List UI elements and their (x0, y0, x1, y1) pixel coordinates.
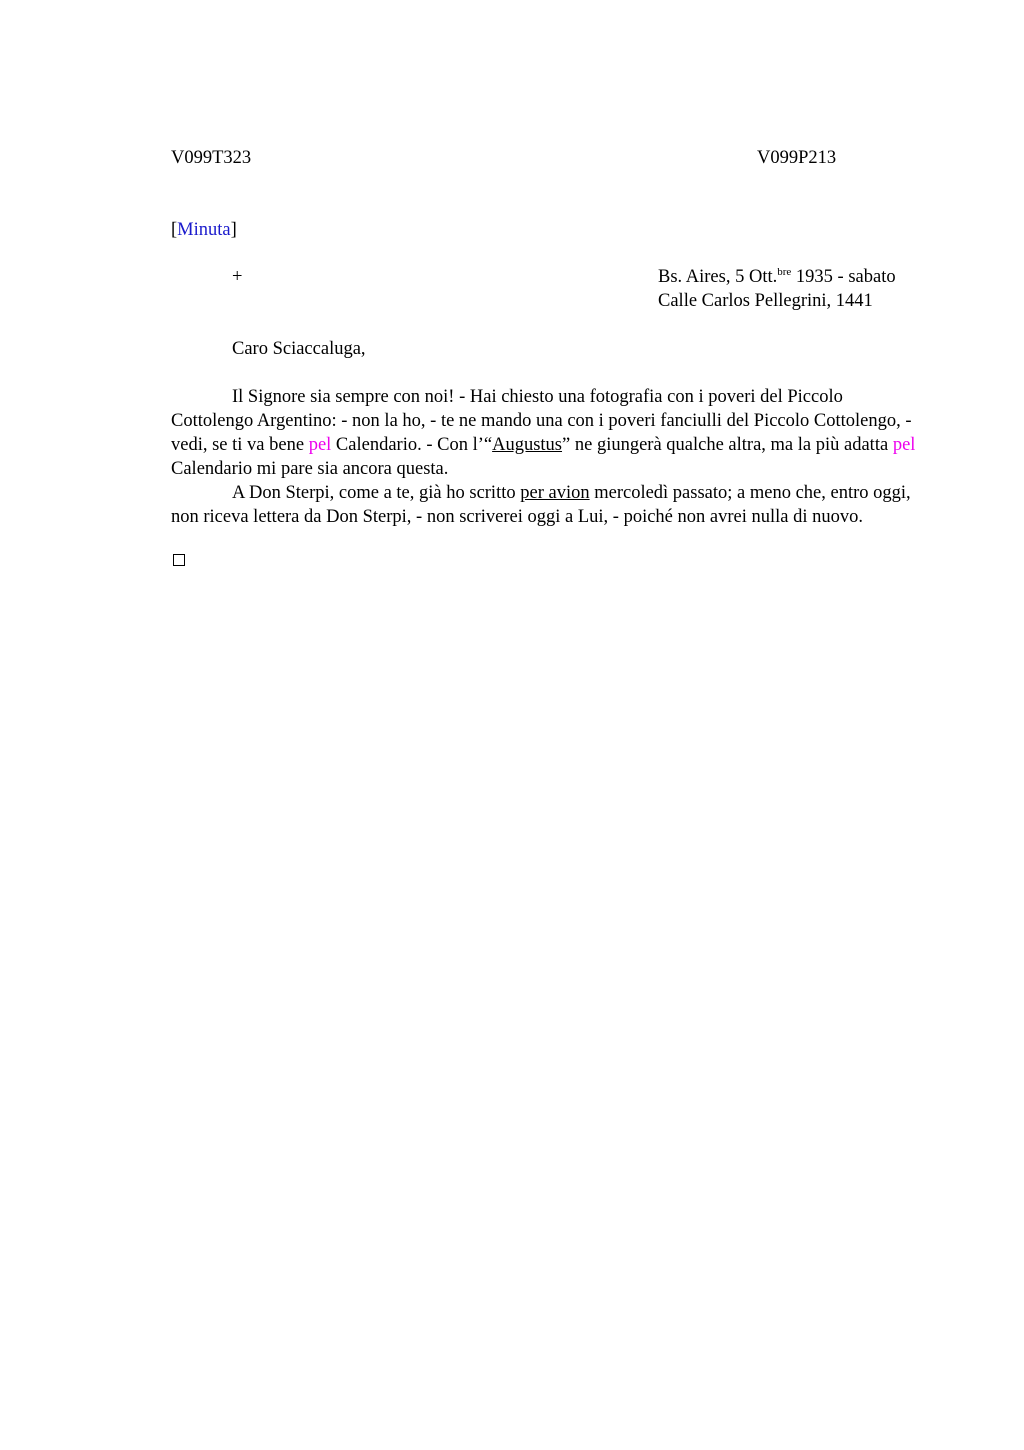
paragraph-1-text-d: Calendario mi pare sia ancora questa. (171, 459, 449, 479)
paragraph-1-text-c: ” ne giungerà qualche altra, ma la più adatta (562, 435, 893, 455)
paragraph-2-text-a: A Don Sterpi, come a te, già ho scritto (232, 483, 521, 503)
paragraph-1-text-b: Calendario. - Con l’“ (331, 435, 493, 455)
place-date-line (658, 265, 896, 289)
cross-mark: + (232, 267, 243, 287)
square-outline-icon (173, 554, 185, 566)
bracket-close: ] (230, 220, 237, 240)
minuta-label: Minuta (177, 220, 231, 240)
paragraph-2 (171, 481, 916, 529)
document-code-right: V099P213 (757, 148, 837, 168)
document-code-left: V099T323 (171, 148, 252, 168)
pel-highlight-2: pel (892, 435, 916, 455)
date-suffix: 1935 - sabato (791, 267, 896, 287)
salutation: Caro Sciaccaluga, (232, 339, 366, 359)
pel-highlight-1: pel (308, 435, 332, 455)
address-line: Calle Carlos Pellegrini, 1441 (658, 291, 873, 311)
paragraph-1 (171, 385, 916, 481)
paragraph-2-text-b: mercoledì passato; a meno che, entro oggi, non riceva lettera da Don Sterpi, - non scriverei oggi a Lui, - poiché non avrei nulla di nuovo. (171, 483, 911, 527)
minuta-tag (171, 218, 237, 242)
letter-body (171, 385, 916, 529)
date-prefix: Bs. Aires, 5 Ott. (658, 267, 778, 287)
date-superscript: bre (777, 266, 792, 278)
paragraph-1-text-a: Il Signore sia sempre con noi! - Hai chiesto una fotografia con i poveri del Piccolo Cottolengo Argentino: - non la ho, - te ne mando una con i poveri fanciulli del Piccolo Cottolengo, - vedi, se ti va bene (171, 387, 912, 455)
bracket-open: [ (171, 220, 178, 240)
per-avion-underlined: per avion (520, 483, 590, 503)
augustus-underlined: Augustus (492, 435, 563, 455)
